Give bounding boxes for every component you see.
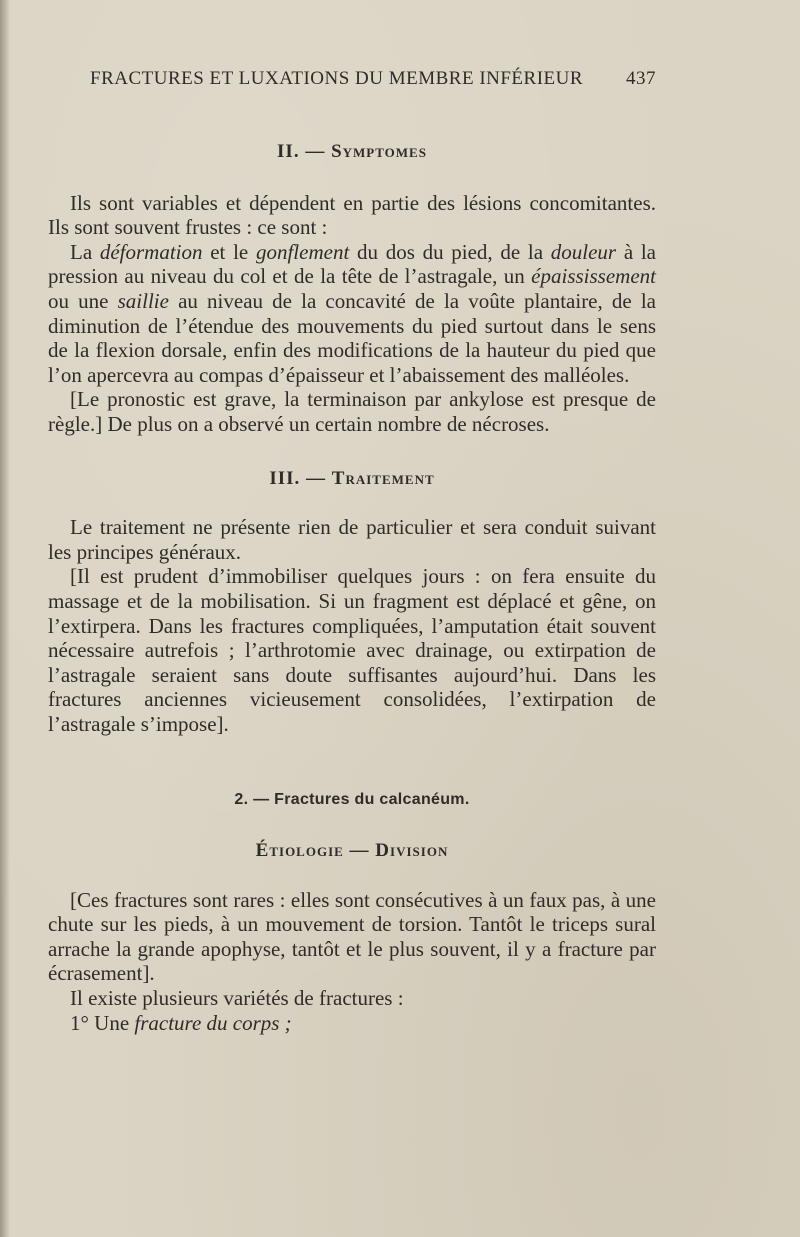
page-number: 437 <box>626 68 656 89</box>
italic-term: douleur <box>550 239 617 264</box>
paragraph: Ils sont variables et dépendent en partie des lésions concomitantes. Ils sont souvent frustes : ce sont : <box>48 190 656 240</box>
running-header <box>90 68 656 90</box>
page-body <box>48 140 656 1035</box>
paragraph: [Ces fractures sont rares : elles sont consécutives à un faux pas, à une chute sur les pieds, à un mouvement de torsion. Tantôt le triceps sural arrache la grande apophyse, tantôt et le plus souvent, il y a fracture par écrasement]. <box>48 887 656 986</box>
paragraph: [Il est prudent d’immobiliser quelques jours : on fera ensuite du massage et de la mobilisation. Si un fragment est déplacé et gêne, on l’extirpera. Dans les fractures compliquées, l’amputation était souvent nécessaire autrefois ; l’arthrotomie avec drainage, ou extirpation de l’astragale seraient sans doute suffisantes aujourd’hui. Dans les fractures anciennes vicieusement consolidées, l’extirpation de l’astragale s’impose]. <box>48 564 656 736</box>
section-title-traitement <box>48 467 656 492</box>
paragraph: [Le pronostic est grave, la terminaison par ankylose est presque de règle.] De plus on a observé un certain nombre de nécroses. <box>48 387 656 436</box>
paragraph: Le traitement ne présente rien de particulier et sera conduit suivant les principes généraux. <box>48 515 656 564</box>
italic-term: gonflement <box>255 239 350 264</box>
italic-term: déformation <box>99 239 203 264</box>
section-title-text: Symptomes <box>331 141 427 162</box>
section-numeral: III. — <box>269 467 332 489</box>
section-title-symptomes <box>48 140 656 165</box>
running-title: FRACTURES ET LUXATIONS DU MEMBRE INFÉRIEUR <box>90 68 584 89</box>
section-numeral: II. — <box>277 141 332 162</box>
binding-edge <box>0 0 10 1237</box>
section-title-etiologie <box>48 839 656 864</box>
chapter-subheading: 2. — Fractures du calcanéum. <box>234 791 470 809</box>
section-title-text: Étiologie — Division <box>255 840 449 862</box>
paragraph: Il existe plusieurs variétés de fractures : <box>70 986 404 1011</box>
section-title-text: Traitement <box>331 467 435 489</box>
italic-term: fracture du corps ; <box>134 1010 292 1035</box>
italic-term: saillie <box>117 288 169 313</box>
paragraph: La déformation et le gonflement du dos du pied, de la douleur à la pression au niveau du col et de la tête de l’astragale, un épaississement ou une saillie au niveau de la concavité de la voûte plantaire, de la diminution de l’étendue des mouvements du pied surtout dans le sens de la flexion dorsale, enfin des modifications de la hauteur du pied que l’on apercevra au compas d’épaisseur et l’abaissement des malléoles. <box>48 239 657 387</box>
italic-term: épaississement <box>531 264 656 289</box>
paragraph: 1° Une fracture du corps ; <box>70 1010 292 1035</box>
